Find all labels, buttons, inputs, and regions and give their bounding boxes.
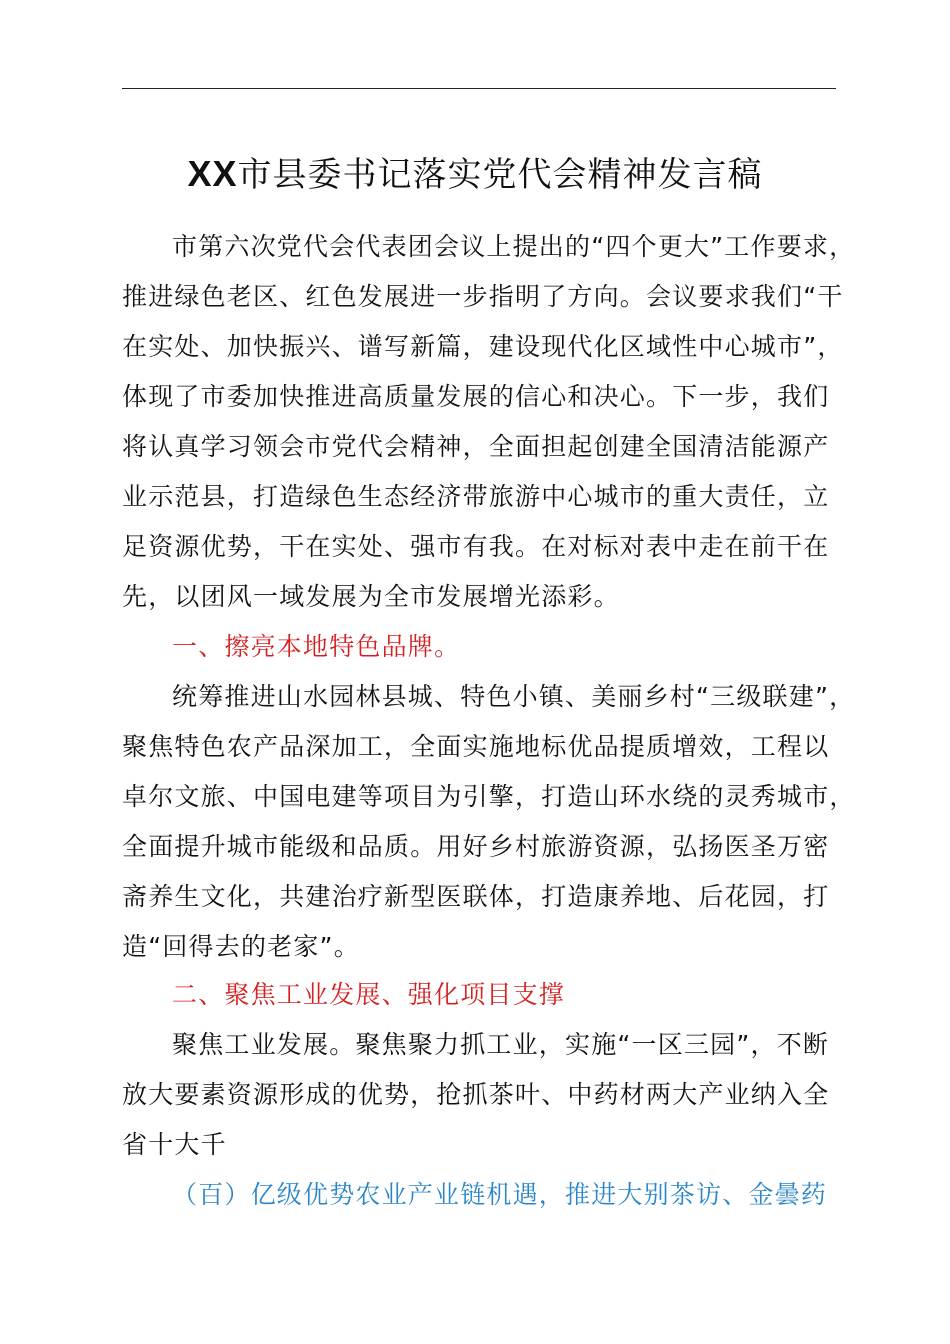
- text-line: 聚焦工业发展。聚焦聚力抓工业，实施“一区三园”，不断: [172, 1030, 830, 1059]
- text-line: 统筹推进山水园林县城、特色小镇、美丽乡村“三级联建”，: [172, 682, 856, 711]
- text-line: 体现了市委加快推进高质量发展的信心和决心。下一步，我们: [122, 382, 830, 411]
- text-line: 市第六次党代会代表团会议上提出的“四个更大”工作要求，: [172, 232, 856, 261]
- text-line: 全面提升城市能级和品质。用好乡村旅游资源，弘扬医圣万密: [122, 832, 830, 861]
- text-line: 先，以团风一域发展为全市发展增光添彩。: [122, 582, 620, 611]
- text-line: 将认真学习领会市党代会精神，全面担起创建全国清洁能源产: [122, 432, 830, 461]
- title-text: 市县委书记落实党代会精神发言稿: [237, 155, 763, 195]
- text-line: 在实处、加快振兴、谱写新篇，建设现代化区域性中心城市”，: [122, 332, 844, 361]
- title-prefix: XX: [187, 153, 238, 194]
- text-line: 卓尔文旅、中国电建等项目为引擎，打造山环水绕的灵秀城市，: [122, 782, 856, 811]
- text-line: 聚焦特色农产品深加工，全面实施地标优品提质增效，工程以: [122, 732, 830, 761]
- text-line: 推进绿色老区、红色发展进一步指明了方向。会议要求我们“干: [122, 282, 844, 311]
- paragraph-section-1: [122, 672, 862, 972]
- text-line: 省十大千: [122, 1130, 227, 1159]
- text-line: 放大要素资源形成的优势，抢抓茶叶、中药材两大产业纳入全: [122, 1080, 830, 1109]
- section-heading-text: 一、擦亮本地特色品牌。: [172, 632, 461, 661]
- text-line: 足资源优势，干在实处、强市有我。在对标对表中走在前干在: [122, 532, 830, 561]
- section-heading-2: [122, 970, 862, 1020]
- paragraph-section-2: [122, 1020, 862, 1170]
- document-title: [0, 150, 950, 199]
- section-heading-3: [122, 1170, 862, 1220]
- section-heading-text: 二、聚焦工业发展、强化项目支撑: [172, 980, 566, 1009]
- section-heading-text: （百）亿级优势农业产业链机遇，推进大别茶访、金曇药: [172, 1180, 828, 1209]
- text-line: 业示范县，打造绿色生态经济带旅游中心城市的重大责任，立: [122, 482, 830, 511]
- paragraph-intro: [122, 222, 862, 622]
- text-line: 斋养生文化，共建治疗新型医联体，打造康养地、后花园，打: [122, 882, 830, 911]
- header-rule: [122, 88, 836, 89]
- text-line: 造“回得去的老家”。: [122, 932, 360, 961]
- section-heading-1: [122, 622, 862, 672]
